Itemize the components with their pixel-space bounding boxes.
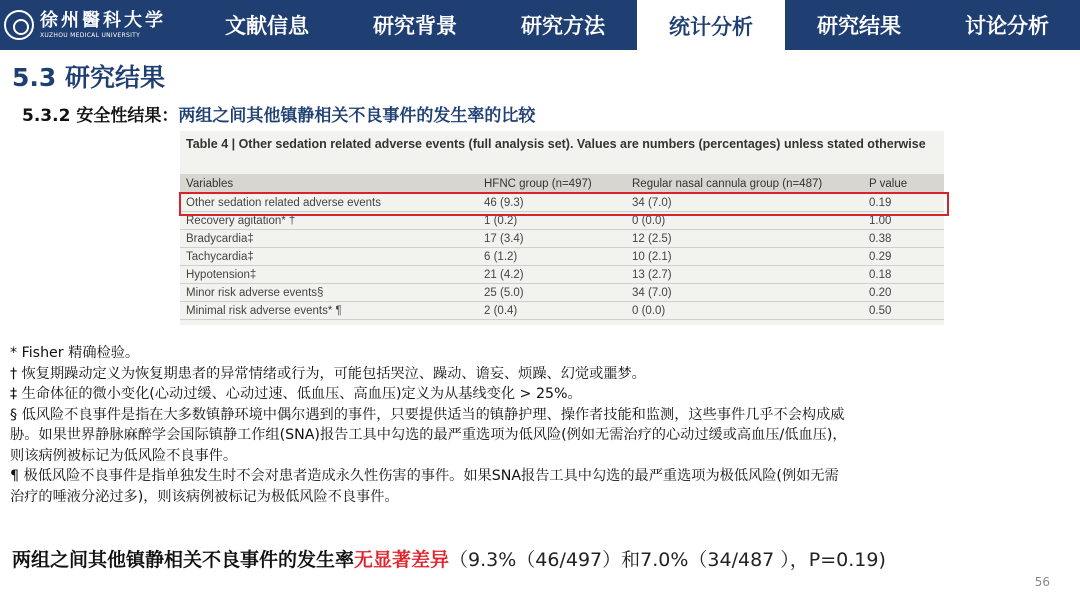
section-tabs [193, 0, 1080, 50]
table-row [180, 231, 944, 248]
footnote-agitation: † 恢复期躁动定义为恢复期患者的异常情绪或行为，可能包括哭泣、躁动、谵妄、烦躁、幻觉或噩梦。 [10, 365, 646, 382]
table-cell: Minimal risk adverse events* ¶ [186, 305, 342, 317]
table-cell: 2 (0.4) [484, 305, 518, 317]
subsection-title: 两组之间其他镇静相关不良事件的发生率的比较 [178, 106, 536, 126]
conclusion-stats: （9.3%（46/497）和7.0%（34/487 ），P=0.19) [449, 549, 886, 571]
table-cell: 21 (4.2) [484, 269, 524, 281]
table-cell: Minor risk adverse events§ [186, 287, 324, 299]
table-cell: 17 (3.4) [484, 233, 524, 245]
footnotes [10, 343, 1070, 507]
conclusion-lead: 两组之间其他镇静相关不良事件的发生率 [12, 549, 355, 571]
table-header-cell: HFNC group (n=497) [484, 178, 592, 190]
conclusion [12, 545, 886, 572]
table-cell: 0.29 [869, 251, 892, 263]
table-cell: 34 (7.0) [632, 197, 672, 209]
subsection-heading [22, 101, 535, 126]
table-cell: 1 (0.2) [484, 215, 518, 227]
footnote-minimal-risk-cont: 治疗的唾液分泌过多)，则该病例被标记为极低风险不良事件。 [10, 488, 399, 505]
footnote-minor-risk: § 低风险不良事件是指在大多数镇静环境中偶尔遇到的事件，只要提供适当的镇静护理、操作者技能和监测，这些事件几乎不会构成威 [10, 406, 845, 423]
table-cell: 0.50 [869, 305, 892, 317]
table-cell: Tachycardia‡ [186, 251, 254, 263]
subsection-number: 5.3.2 安全性结果： [22, 106, 179, 126]
table-row [180, 267, 944, 284]
table-cell: 0.18 [869, 269, 892, 281]
table-cell: 0 (0.0) [632, 215, 666, 227]
table-caption: Table 4 | Other sedation related adverse events (full analysis set). Values are numbers (percentages) unless stated otherwise [186, 137, 926, 151]
table-cell: 46 (9.3) [484, 197, 524, 209]
table-cell: Hypotension‡ [186, 269, 257, 281]
table-cell: 0.19 [869, 197, 892, 209]
table-cell: Recovery agitation* † [186, 215, 296, 227]
top-navigation-bar [0, 0, 1080, 50]
table-cell: 0.20 [869, 287, 892, 299]
tab-discussion[interactable]: 讨论分析 [965, 14, 1049, 38]
tab-research-methods[interactable]: 研究方法 [521, 14, 605, 38]
tab-statistical-analysis[interactable]: 统计分析 [637, 0, 785, 52]
table-header-cell: Regular nasal cannula group (n=487) [632, 178, 823, 190]
logo-chinese-name: 徐州醫科大学 [40, 9, 166, 31]
adverse-events-table [180, 131, 944, 325]
conclusion-emphasis: 无显著差异 [354, 549, 450, 571]
logo-english-name: XUZHOU MEDICAL UNIVERSITY [40, 31, 141, 39]
footnote-fisher: * Fisher 精确检验。 [10, 345, 140, 361]
university-emblem-icon [4, 10, 34, 40]
highlight-box [179, 192, 949, 216]
table-cell: 25 (5.0) [484, 287, 524, 299]
university-logo [4, 4, 174, 46]
footnote-minor-risk-cont: 胁。如果世界静脉麻醉学会国际镇静工作组(SNA)报告工具中勾选的最严重选项为低风险(例如无需治疗的心动过缓或高血压/低血压)， [10, 427, 847, 443]
table-cell: 0.38 [869, 233, 892, 245]
footnote-vital-signs: ‡ 生命体征的微小变化(心动过缓、心动过速、低血压、高血压)定义为从基线变化 > 25%。 [10, 386, 582, 402]
table-cell: 10 (2.1) [632, 251, 672, 263]
tab-research-background[interactable]: 研究背景 [373, 14, 457, 38]
logo-text [40, 11, 166, 40]
table-cell: 6 (1.2) [484, 251, 518, 263]
table-header-row [180, 174, 944, 194]
table-row [180, 303, 944, 320]
table-row [180, 285, 944, 302]
table-cell: Bradycardia‡ [186, 233, 254, 245]
table-header-cell: Variables [186, 178, 234, 190]
footnote-minor-risk-end: 则该病例被标记为低风险不良事件。 [10, 447, 238, 464]
table-cell: 13 (2.7) [632, 269, 672, 281]
footnote-minimal-risk: ¶ 极低风险不良事件是指单独发生时不会对患者造成永久性伤害的事件。如果SNA报告工具中勾选的最严重选项为极低风险(例如无需 [10, 468, 839, 484]
page-number: 56 [1034, 575, 1050, 589]
table-cell: 1.00 [869, 215, 892, 227]
section-title: 5.3 研究结果 [12, 63, 165, 92]
tab-literature-info[interactable]: 文献信息 [225, 14, 309, 38]
table-cell: Other sedation related adverse events [186, 197, 381, 209]
tab-research-results[interactable]: 研究结果 [817, 14, 901, 38]
table-row [180, 249, 944, 266]
table-cell: 34 (7.0) [632, 287, 672, 299]
table-cell: 0 (0.0) [632, 305, 666, 317]
table-cell: 12 (2.5) [632, 233, 672, 245]
table-header-cell: P value [869, 178, 908, 190]
